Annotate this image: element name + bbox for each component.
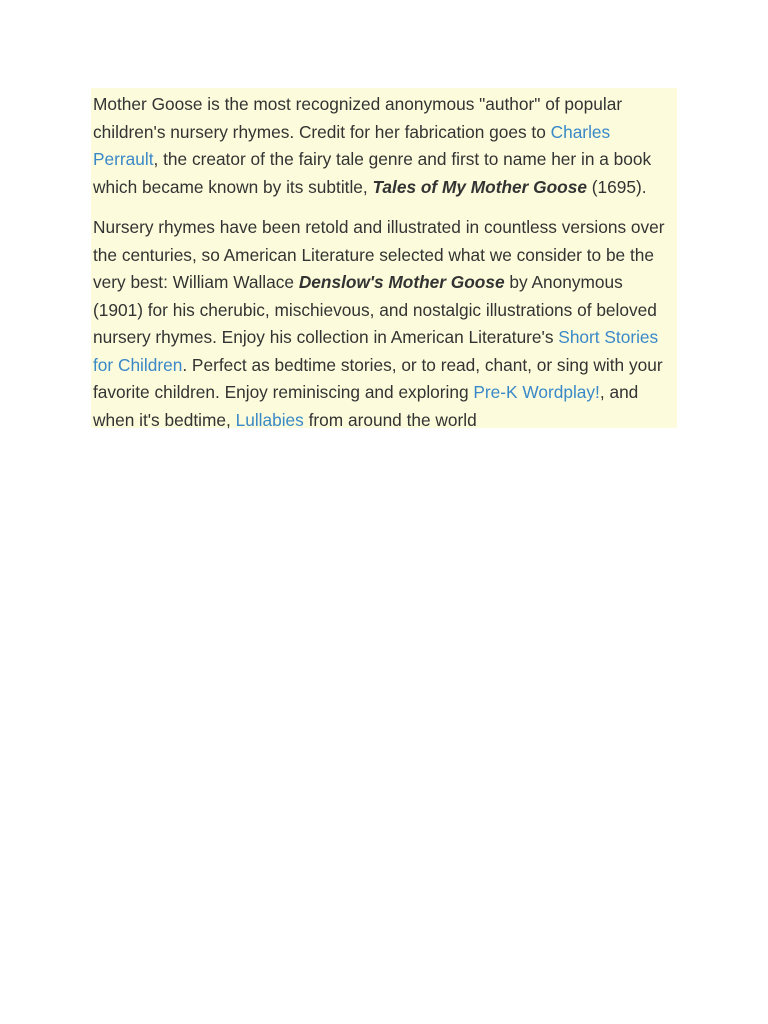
paragraph-1-text-2: , the creator of the fairy tale genre and first to name her in a book which became known by its subtitle, (93, 149, 652, 197)
denslows-mother-goose-title: Denslow's Mother Goose (298, 272, 505, 292)
intro-paragraph-2 (93, 214, 675, 434)
paragraph-2-text-3: . Perfect as bedtime stories, or to read, chant, or sing with your favorite children. Enjoy reminiscing and exploring (93, 354, 663, 402)
paragraph-2-text-5: from around the world (303, 409, 477, 430)
short-stories-for-children-link[interactable]: Short Stories for Children (93, 327, 659, 375)
charles-perrault-link[interactable]: Charles Perrault (93, 121, 611, 169)
pre-k-wordplay-link[interactable]: Pre-K Wordplay! (473, 382, 600, 402)
paragraph-1-text-3: (1695). (586, 176, 647, 197)
lullabies-link[interactable]: Lullabies (235, 409, 304, 430)
paragraph-2-text-4: , and when it's bedtime, (93, 382, 639, 430)
paragraph-2-text-1: Nursery rhymes have been retold and illustrated in countless versions over the centuries, so American Literature selected what we consider to be the very best: William Wallace (93, 217, 665, 292)
paragraph-2-text-2: by Anonymous (1901) for his cherubic, mischievous, and nostalgic illustrations of beloved nursery rhymes. Enjoy his collection in American Literature's (93, 272, 657, 347)
intro-highlight-box (91, 88, 677, 428)
tales-of-my-mother-goose-title: Tales of My Mother Goose (372, 176, 587, 197)
intro-paragraph-1 (93, 91, 675, 201)
paragraph-1-text-1: Mother Goose is the most recognized anonymous "author" of popular children's nursery rhymes. Credit for her fabrication goes to (93, 94, 623, 142)
